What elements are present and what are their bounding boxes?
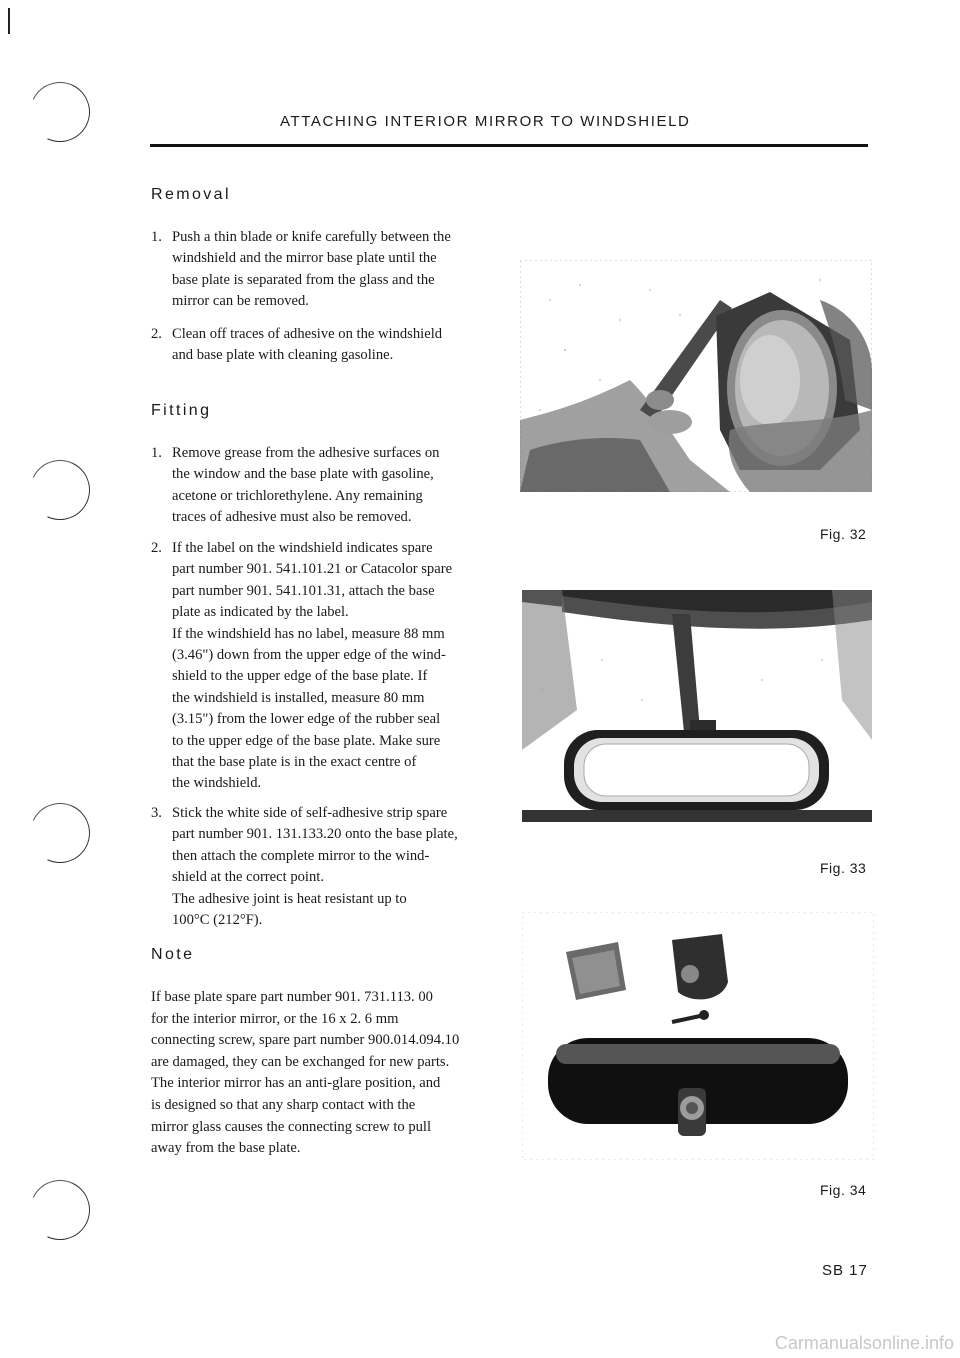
figure-34-photo <box>522 912 874 1160</box>
removal-step-1 <box>151 227 516 313</box>
text-line: the windshield is installed, measure 80 mm <box>172 689 425 706</box>
text-line: Clean off traces of adhesive on the windshield <box>172 326 443 342</box>
text-line: shield at the correct point. <box>172 869 324 886</box>
text-line: acetone or trichlorethylene. Any remaining <box>172 487 423 504</box>
title-rule <box>150 144 868 147</box>
note-body <box>151 987 516 1160</box>
figure-32-photo <box>520 260 872 492</box>
text-line: the window and the base plate with gasoline, <box>172 466 434 483</box>
text-line: and base plate with cleaning gasoline. <box>172 347 394 364</box>
figure-33-photo <box>522 590 872 822</box>
text-line: traces of adhesive must also be removed. <box>172 509 412 526</box>
margin-mark <box>8 8 10 34</box>
text-line: (3.46") down from the upper edge of the wind- <box>172 647 446 664</box>
binder-hole <box>22 74 99 151</box>
text-line: If the label on the windshield indicates spare <box>172 540 433 556</box>
step-number: 2. <box>151 326 162 342</box>
text-line: is designed so that any sharp contact with the <box>151 1096 416 1113</box>
text-line: Remove grease from the adhesive surfaces on <box>172 445 440 461</box>
text-line: windshield and the mirror base plate until the <box>172 250 437 267</box>
text-line: are damaged, they can be exchanged for new parts. <box>151 1053 450 1070</box>
text-line: 100°C (212°F). <box>172 912 263 929</box>
text-line: The adhesive joint is heat resistant up to <box>172 890 407 907</box>
step-number: 2. <box>151 540 162 556</box>
text-line: Push a thin blade or knife carefully between the <box>172 229 451 245</box>
binder-hole <box>22 1172 99 1249</box>
page-number: SB 17 <box>822 1262 868 1279</box>
step-number: 3. <box>151 805 162 821</box>
note-heading: Note <box>151 946 195 963</box>
text-line: (3.15") from the lower edge of the rubber seal <box>172 711 441 728</box>
text-line: The interior mirror has an anti-glare position, and <box>151 1075 441 1092</box>
text-line: If base plate spare part number 901. 731.113. 00 <box>151 989 433 1005</box>
text-line: mirror can be removed. <box>172 293 309 310</box>
text-line: part number 901. 131.133.20 onto the base plate, <box>172 826 458 843</box>
text-line: mirror glass causes the connecting screw to pull <box>151 1118 432 1135</box>
text-line: then attach the complete mirror to the wind- <box>172 847 430 864</box>
text-line: part number 901. 541.101.21 or Catacolor spare <box>172 561 453 578</box>
text-line: for the interior mirror, or the 16 x 2. 6 mm <box>151 1010 399 1027</box>
text-line: part number 901. 541.101.31, attach the base <box>172 582 435 599</box>
text-line: away from the base plate. <box>151 1140 301 1157</box>
text-line: Stick the white side of self-adhesive strip spare <box>172 805 448 821</box>
removal-heading: Removal <box>151 186 231 203</box>
text-line: connecting screw, spare part number 900.014.094.10 <box>151 1032 460 1049</box>
text-line: If the windshield has no label, measure 88 mm <box>172 625 445 642</box>
text-line: the windshield. <box>172 775 262 792</box>
removal-step-2 <box>151 324 516 367</box>
text-line: to the upper edge of the base plate. Make sure <box>172 732 441 749</box>
watermark: Carmanualsonline.info <box>774 1333 954 1353</box>
step-number: 1. <box>151 229 162 245</box>
figure-34-caption: Fig. 34 <box>820 1182 867 1198</box>
fitting-step-3 <box>151 803 516 931</box>
binder-hole <box>22 795 99 872</box>
text-line: plate as indicated by the label. <box>172 604 349 621</box>
text-line: shield to the upper edge of the base plate. If <box>172 668 428 685</box>
figure-33-caption: Fig. 33 <box>820 860 867 876</box>
figure-32-caption: Fig. 32 <box>820 526 867 542</box>
page-title: ATTACHING INTERIOR MIRROR TO WINDSHIELD <box>280 113 691 130</box>
binder-hole <box>22 452 99 529</box>
fitting-heading: Fitting <box>151 402 212 419</box>
fitting-step-2 <box>151 538 516 795</box>
text-line: that the base plate is in the exact centre of <box>172 754 417 771</box>
step-number: 1. <box>151 445 162 461</box>
fitting-step-1 <box>151 443 516 529</box>
text-line: base plate is separated from the glass and the <box>172 271 435 288</box>
